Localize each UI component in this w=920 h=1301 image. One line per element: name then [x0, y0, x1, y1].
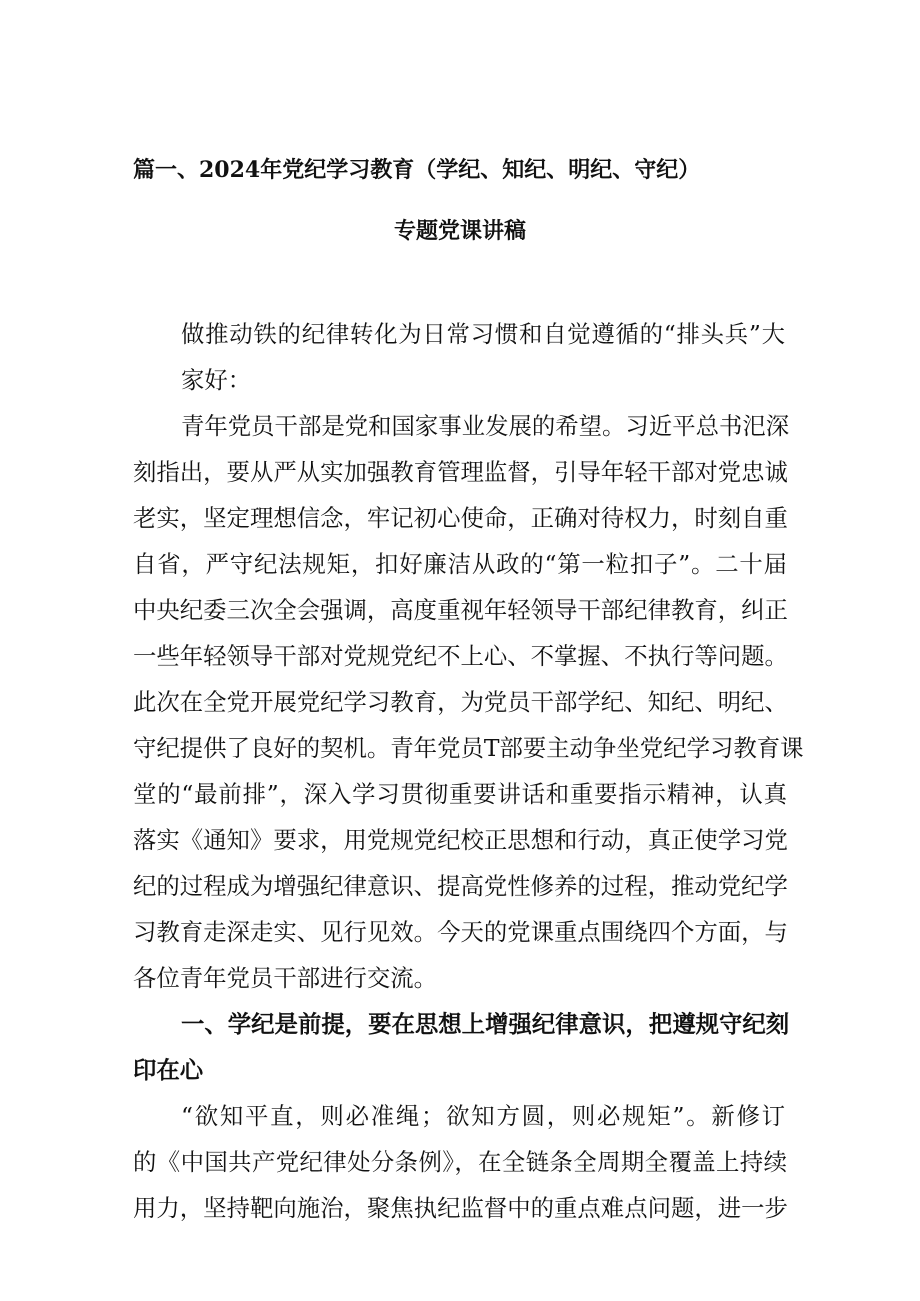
- section-heading: 印在心: [133, 1056, 204, 1084]
- body-line: 中央纪委三次全会强调，高度重视年轻领导干部纪律教育，纠正: [133, 596, 788, 624]
- section-heading: 一、学纪是前提，要在思想上增强纪律意识，把遵规守纪刻: [181, 1010, 790, 1038]
- body-line: 此次在全党开展党纪学习教育，为党员干部学纪、知纪、明纪、: [133, 688, 788, 716]
- body-line: 习教育走深走实、见行见效。今天的党课重点围绕四个方面，与: [133, 918, 788, 946]
- body-line: 青年党员干部是党和国家事业发展的希望。习近平总书汜深: [181, 412, 790, 440]
- body-line: 自省，严守纪法规矩，扣好廉洁从政的“第一粒扣子”。二十届: [133, 550, 787, 578]
- body-line: 纪的过程成为增强纪律意识、提高党性修养的过程，推动党纪学: [133, 872, 788, 900]
- body-line: 的《中国共产党纪律处分条例》，在全链条全周期全覆盖上持续: [133, 1148, 787, 1176]
- body-line: 做推动铁的纪律转化为日常习惯和自觉遵循的“排头兵”大: [181, 320, 785, 348]
- body-line: 刻指出，要从严从实加强教育管理监督，引导年轻干部对党忠诚: [133, 458, 788, 486]
- body-line: “欲知平直，则必准绳；欲知方圆，则必规矩”。新修订: [181, 1102, 785, 1130]
- body-line: 家好：: [181, 366, 252, 394]
- body-line: 一些年轻领导干部对党规党纪不上心、不掌握、不执行等问题。: [133, 642, 788, 670]
- title-line-1: 篇一、2024年党纪学习教育（学纪、知纪、明纪、守纪）: [133, 157, 701, 183]
- body-line: 各位青年党员干部进行交流。: [133, 964, 438, 992]
- body-line: 用力，坚持靶向施治，聚焦执纪监督中的重点难点问题，进一步: [133, 1194, 788, 1222]
- body-line: 堂的“最前排”，深入学习贯彻重要讲话和重要指示精神，认真: [133, 780, 787, 808]
- title-line-2: 专题党课讲稿: [393, 218, 526, 244]
- body-line: 守纪提供了良好的契机。青年党员T部要主动争坐党纪学习教育课: [133, 734, 804, 762]
- body-line: 落实《通知》要求，用党规党纪校正思想和行动，真正使学习党: [133, 826, 788, 854]
- body-line: 老实，坚定理想信念，牢记初心使命，正确对待权力，时刻自重: [133, 504, 788, 532]
